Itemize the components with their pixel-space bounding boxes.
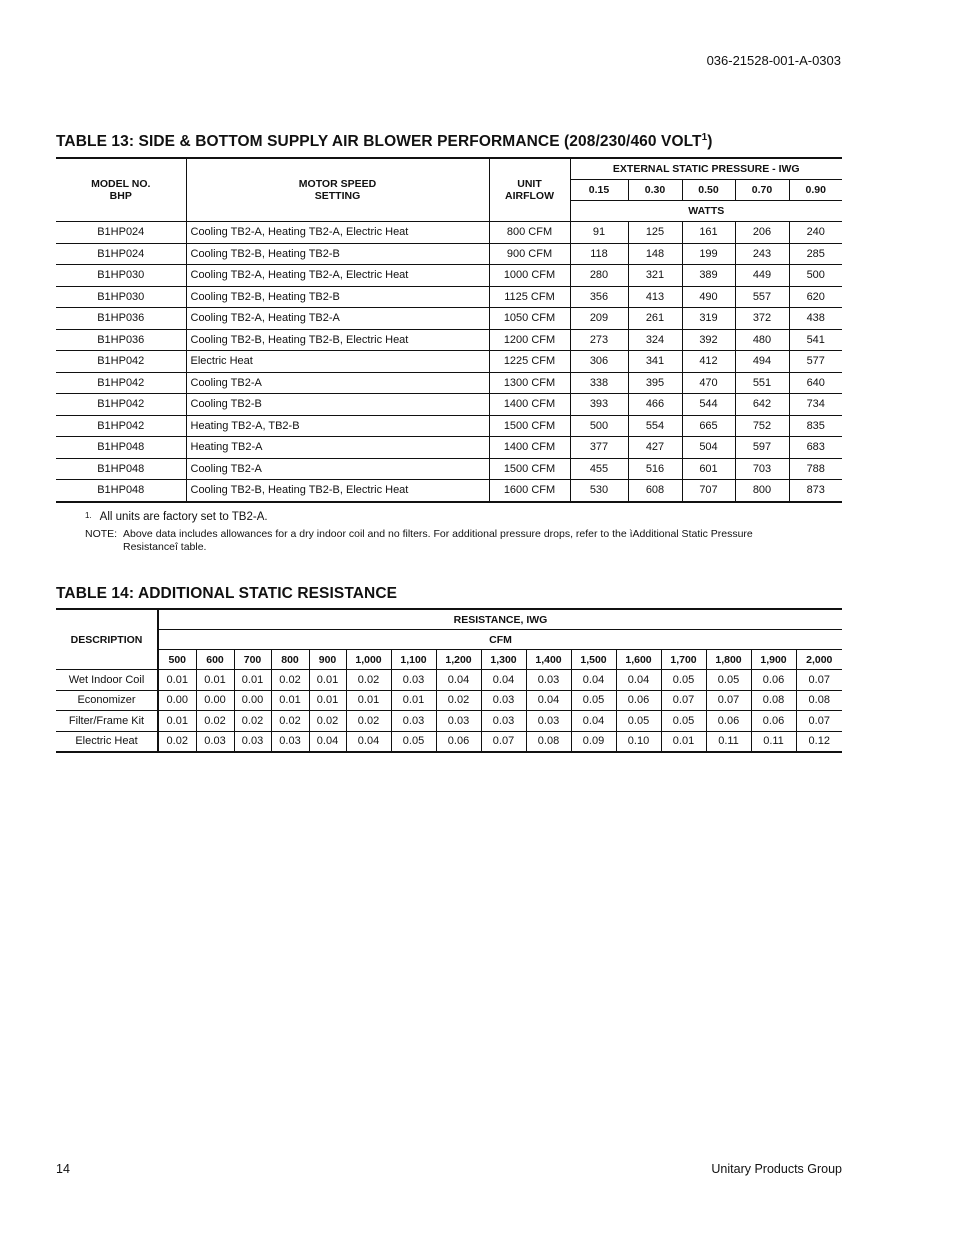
watts-cell: 285	[789, 243, 842, 265]
resistance-cell: 0.09	[571, 731, 616, 752]
resistance-cell: 0.04	[436, 670, 481, 691]
description-cell: Electric Heat	[56, 731, 158, 752]
airflow-cell: 1500 CFM	[489, 458, 570, 480]
resistance-cell: 0.07	[796, 670, 842, 691]
watts-cell: 449	[735, 265, 789, 287]
watts-cell: 321	[628, 265, 682, 287]
watts-cell: 557	[735, 286, 789, 308]
table-row	[56, 308, 842, 330]
header-description: DESCRIPTION	[56, 609, 158, 670]
watts-cell: 209	[570, 308, 628, 330]
table-13-title	[56, 132, 713, 151]
model-cell: B1HP042	[56, 351, 186, 373]
motor-setting-cell: Cooling TB2-A	[186, 372, 489, 394]
resistance-cell: 0.04	[526, 690, 571, 711]
watts-cell: 427	[628, 437, 682, 459]
watts-cell: 703	[735, 458, 789, 480]
header-cfm-11: 1,600	[616, 650, 661, 670]
watts-cell: 516	[628, 458, 682, 480]
watts-cell: 395	[628, 372, 682, 394]
description-cell: Filter/Frame Kit	[56, 711, 158, 732]
static-resistance-table	[56, 608, 842, 753]
header-pressure-3: 0.70	[735, 180, 789, 201]
resistance-cell: 0.04	[571, 670, 616, 691]
resistance-cell: 0.04	[309, 731, 346, 752]
note-label: NOTE:	[85, 528, 118, 540]
motor-setting-cell: Heating TB2-A	[186, 437, 489, 459]
table-row	[56, 372, 842, 394]
watts-cell: 261	[628, 308, 682, 330]
model-cell: B1HP048	[56, 437, 186, 459]
model-cell: B1HP030	[56, 265, 186, 287]
resistance-cell: 0.04	[616, 670, 661, 691]
model-cell: B1HP036	[56, 308, 186, 330]
table-row	[56, 711, 842, 732]
watts-cell: 577	[789, 351, 842, 373]
table-row	[56, 329, 842, 351]
resistance-cell: 0.00	[158, 690, 196, 711]
watts-cell: 413	[628, 286, 682, 308]
resistance-cell: 0.07	[481, 731, 526, 752]
watts-cell: 91	[570, 222, 628, 244]
watts-cell: 393	[570, 394, 628, 416]
resistance-cell: 0.05	[661, 711, 706, 732]
motor-setting-cell: Cooling TB2-A, Heating TB2-A	[186, 308, 489, 330]
resistance-cell: 0.01	[271, 690, 309, 711]
footnote-mark: 1.	[85, 511, 92, 520]
motor-setting-cell: Electric Heat	[186, 351, 489, 373]
resistance-cell: 0.02	[271, 711, 309, 732]
watts-cell: 541	[789, 329, 842, 351]
blower-performance-body	[56, 222, 842, 502]
watts-cell: 665	[682, 415, 735, 437]
resistance-cell: 0.01	[346, 690, 391, 711]
motor-setting-cell: Cooling TB2-A, Heating TB2-A, Electric Heat	[186, 265, 489, 287]
watts-cell: 752	[735, 415, 789, 437]
watts-cell: 280	[570, 265, 628, 287]
blower-performance-table	[56, 157, 842, 503]
watts-cell: 608	[628, 480, 682, 502]
motor-setting-cell: Cooling TB2-B	[186, 394, 489, 416]
resistance-cell: 0.02	[196, 711, 234, 732]
resistance-cell: 0.03	[196, 731, 234, 752]
header-model	[56, 158, 186, 222]
header-cfm-15: 2,000	[796, 650, 842, 670]
watts-cell: 324	[628, 329, 682, 351]
motor-setting-cell: Cooling TB2-B, Heating TB2-B, Electric Heat	[186, 329, 489, 351]
header-cfm: CFM	[158, 630, 842, 650]
note-line-2: Resistanceî table.	[123, 540, 207, 553]
watts-cell: 243	[735, 243, 789, 265]
header-cfm-12: 1,700	[661, 650, 706, 670]
airflow-cell: 1400 CFM	[489, 437, 570, 459]
model-cell: B1HP048	[56, 458, 186, 480]
watts-cell: 389	[682, 265, 735, 287]
header-cfm-8: 1,300	[481, 650, 526, 670]
table-14-title: TABLE 14: ADDITIONAL STATIC RESISTANCE	[56, 585, 398, 602]
header-motor-line2: SETTING	[314, 190, 361, 202]
resistance-cell: 0.01	[391, 690, 436, 711]
table-row	[56, 265, 842, 287]
watts-cell: 161	[682, 222, 735, 244]
header-cfm-7: 1,200	[436, 650, 481, 670]
resistance-cell: 0.01	[234, 670, 271, 691]
resistance-cell: 0.05	[706, 670, 751, 691]
header-cfm-0: 500	[158, 650, 196, 670]
header-cfm-4: 900	[309, 650, 346, 670]
airflow-cell: 1400 CFM	[489, 394, 570, 416]
resistance-cell: 0.03	[391, 670, 436, 691]
airflow-cell: 1600 CFM	[489, 480, 570, 502]
watts-cell: 504	[682, 437, 735, 459]
note-line-1: Above data includes allowances for a dry indoor coil and no filters. For additional pressure drops, refer to the ìAdditional Static Pressure	[123, 528, 753, 540]
resistance-cell: 0.07	[661, 690, 706, 711]
watts-cell: 240	[789, 222, 842, 244]
watts-cell: 551	[735, 372, 789, 394]
table-row	[56, 690, 842, 711]
resistance-cell: 0.06	[751, 670, 796, 691]
resistance-cell: 0.06	[616, 690, 661, 711]
resistance-cell: 0.07	[796, 711, 842, 732]
model-cell: B1HP024	[56, 243, 186, 265]
header-pressure-0: 0.15	[570, 180, 628, 201]
watts-cell: 455	[570, 458, 628, 480]
resistance-cell: 0.10	[616, 731, 661, 752]
resistance-cell: 0.04	[481, 670, 526, 691]
table-13-note	[85, 528, 805, 553]
watts-cell: 500	[570, 415, 628, 437]
resistance-cell: 0.02	[158, 731, 196, 752]
resistance-cell: 0.06	[706, 711, 751, 732]
resistance-cell: 0.08	[751, 690, 796, 711]
table-row	[56, 731, 842, 752]
watts-cell: 544	[682, 394, 735, 416]
resistance-cell: 0.02	[271, 670, 309, 691]
footer-organization: Unitary Products Group	[711, 1162, 842, 1176]
resistance-cell: 0.00	[196, 690, 234, 711]
table-13-title-text: TABLE 13: SIDE & BOTTOM SUPPLY AIR BLOWER PERFORMANCE (208/230/460 VOLT	[56, 133, 702, 151]
model-cell: B1HP024	[56, 222, 186, 244]
watts-cell: 319	[682, 308, 735, 330]
watts-cell: 341	[628, 351, 682, 373]
resistance-cell: 0.03	[526, 711, 571, 732]
header-cfm-13: 1,800	[706, 650, 751, 670]
watts-cell: 683	[789, 437, 842, 459]
watts-cell: 356	[570, 286, 628, 308]
header-cfm-2: 700	[234, 650, 271, 670]
watts-cell: 597	[735, 437, 789, 459]
resistance-cell: 0.02	[346, 711, 391, 732]
table-13-title-footnote-mark: 1	[701, 132, 708, 143]
table-row	[56, 480, 842, 502]
footnote-text: All units are factory set to TB2-A.	[99, 511, 268, 523]
watts-cell: 392	[682, 329, 735, 351]
watts-cell: 788	[789, 458, 842, 480]
resistance-cell: 0.07	[706, 690, 751, 711]
resistance-cell: 0.12	[796, 731, 842, 752]
header-pressure-1: 0.30	[628, 180, 682, 201]
header-motor-speed	[186, 158, 489, 222]
resistance-cell: 0.04	[346, 731, 391, 752]
header-unit-line1: UNIT	[517, 178, 542, 190]
watts-cell: 206	[735, 222, 789, 244]
header-pressure-2: 0.50	[682, 180, 735, 201]
watts-cell: 199	[682, 243, 735, 265]
motor-setting-cell: Cooling TB2-B, Heating TB2-B	[186, 243, 489, 265]
watts-cell: 620	[789, 286, 842, 308]
resistance-cell: 0.08	[796, 690, 842, 711]
resistance-cell: 0.06	[436, 731, 481, 752]
motor-setting-cell: Heating TB2-A, TB2-B	[186, 415, 489, 437]
resistance-cell: 0.08	[526, 731, 571, 752]
table-row	[56, 286, 842, 308]
resistance-cell: 0.01	[309, 670, 346, 691]
header-cfm-9: 1,400	[526, 650, 571, 670]
resistance-cell: 0.01	[661, 731, 706, 752]
watts-cell: 642	[735, 394, 789, 416]
resistance-cell: 0.05	[571, 690, 616, 711]
resistance-cell: 0.03	[481, 690, 526, 711]
watts-cell: 835	[789, 415, 842, 437]
airflow-cell: 800 CFM	[489, 222, 570, 244]
airflow-cell: 1300 CFM	[489, 372, 570, 394]
motor-setting-cell: Cooling TB2-B, Heating TB2-B, Electric Heat	[186, 480, 489, 502]
airflow-cell: 1125 CFM	[489, 286, 570, 308]
watts-cell: 707	[682, 480, 735, 502]
header-pressure-4: 0.90	[789, 180, 842, 201]
header-cfm-values-row	[56, 650, 842, 670]
watts-cell: 125	[628, 222, 682, 244]
resistance-cell: 0.11	[751, 731, 796, 752]
watts-cell: 470	[682, 372, 735, 394]
static-resistance-body	[56, 670, 842, 753]
watts-cell: 438	[789, 308, 842, 330]
watts-cell: 601	[682, 458, 735, 480]
watts-cell: 412	[682, 351, 735, 373]
header-cfm-1: 600	[196, 650, 234, 670]
motor-setting-cell: Cooling TB2-B, Heating TB2-B	[186, 286, 489, 308]
model-cell: B1HP036	[56, 329, 186, 351]
table-row	[56, 437, 842, 459]
airflow-cell: 1200 CFM	[489, 329, 570, 351]
header-unit-line2: AIRFLOW	[505, 190, 554, 202]
resistance-cell: 0.05	[391, 731, 436, 752]
header-resistance: RESISTANCE, IWG	[158, 609, 842, 630]
watts-cell: 148	[628, 243, 682, 265]
document-number: 036-21528-001-A-0303	[706, 53, 841, 68]
model-cell: B1HP042	[56, 372, 186, 394]
watts-cell: 490	[682, 286, 735, 308]
resistance-cell: 0.01	[158, 670, 196, 691]
watts-cell: 118	[570, 243, 628, 265]
resistance-cell: 0.03	[271, 731, 309, 752]
resistance-cell: 0.02	[234, 711, 271, 732]
watts-cell: 800	[735, 480, 789, 502]
resistance-cell: 0.01	[196, 670, 234, 691]
resistance-cell: 0.06	[751, 711, 796, 732]
watts-cell: 873	[789, 480, 842, 502]
header-model-line1: MODEL NO.	[91, 178, 151, 190]
watts-cell: 494	[735, 351, 789, 373]
watts-cell: 372	[735, 308, 789, 330]
watts-cell: 530	[570, 480, 628, 502]
resistance-cell: 0.03	[234, 731, 271, 752]
resistance-cell: 0.05	[661, 670, 706, 691]
resistance-cell: 0.02	[309, 711, 346, 732]
watts-cell: 273	[570, 329, 628, 351]
resistance-cell: 0.03	[526, 670, 571, 691]
table-row	[56, 670, 842, 691]
header-cfm-3: 800	[271, 650, 309, 670]
header-external-static-pressure: EXTERNAL STATIC PRESSURE - IWG	[570, 158, 842, 180]
resistance-cell: 0.01	[158, 711, 196, 732]
watts-cell: 377	[570, 437, 628, 459]
watts-cell: 640	[789, 372, 842, 394]
airflow-cell: 900 CFM	[489, 243, 570, 265]
airflow-cell: 1225 CFM	[489, 351, 570, 373]
resistance-cell: 0.04	[571, 711, 616, 732]
table-13-title-end: )	[707, 133, 713, 151]
resistance-cell: 0.03	[436, 711, 481, 732]
table-row	[56, 243, 842, 265]
model-cell: B1HP030	[56, 286, 186, 308]
resistance-cell: 0.03	[481, 711, 526, 732]
header-cfm-5: 1,000	[346, 650, 391, 670]
resistance-cell: 0.00	[234, 690, 271, 711]
model-cell: B1HP042	[56, 415, 186, 437]
watts-cell: 500	[789, 265, 842, 287]
header-unit-airflow	[489, 158, 570, 222]
watts-cell: 734	[789, 394, 842, 416]
table-row	[56, 415, 842, 437]
model-cell: B1HP048	[56, 480, 186, 502]
watts-cell: 306	[570, 351, 628, 373]
resistance-cell: 0.01	[309, 690, 346, 711]
motor-setting-cell: Cooling TB2-A, Heating TB2-A, Electric Heat	[186, 222, 489, 244]
watts-cell: 338	[570, 372, 628, 394]
description-cell: Wet Indoor Coil	[56, 670, 158, 691]
description-cell: Economizer	[56, 690, 158, 711]
header-cfm-6: 1,100	[391, 650, 436, 670]
header-cfm-14: 1,900	[751, 650, 796, 670]
resistance-cell: 0.02	[436, 690, 481, 711]
page-number: 14	[56, 1162, 70, 1176]
resistance-cell: 0.02	[346, 670, 391, 691]
motor-setting-cell: Cooling TB2-A	[186, 458, 489, 480]
watts-cell: 466	[628, 394, 682, 416]
airflow-cell: 1050 CFM	[489, 308, 570, 330]
resistance-cell: 0.05	[616, 711, 661, 732]
table-row	[56, 394, 842, 416]
model-cell: B1HP042	[56, 394, 186, 416]
header-watts: WATTS	[570, 201, 842, 222]
table-row	[56, 222, 842, 244]
header-motor-line1: MOTOR SPEED	[298, 178, 377, 190]
header-model-line2: BHP	[109, 190, 132, 202]
resistance-cell: 0.03	[391, 711, 436, 732]
watts-cell: 554	[628, 415, 682, 437]
header-cfm-10: 1,500	[571, 650, 616, 670]
table-13-footnote	[85, 511, 268, 523]
airflow-cell: 1500 CFM	[489, 415, 570, 437]
watts-cell: 480	[735, 329, 789, 351]
table-row	[56, 458, 842, 480]
resistance-cell: 0.11	[706, 731, 751, 752]
table-row	[56, 351, 842, 373]
airflow-cell: 1000 CFM	[489, 265, 570, 287]
